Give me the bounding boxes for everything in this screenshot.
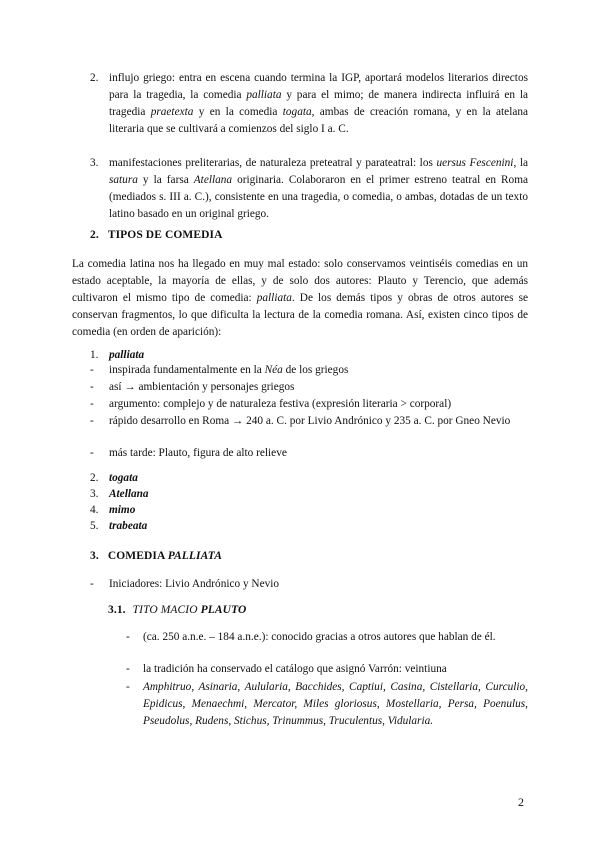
influence-text [90,155,528,223]
section-number: 2. [90,229,99,241]
italic-term: togata [282,106,312,118]
bullet-text: (ca. 250 a.n.e. – 184 a.n.e.): conocido gracias a otros autores que hablan de él. [143,631,496,643]
list-number: 1. [90,349,99,361]
influence-item [90,70,528,138]
bullet-marker: - [126,663,130,675]
list-number: 3. [90,157,99,169]
bullet-marker: - [126,631,130,643]
plays-list: Amphitruo, Asinaria, Aulularia, Bacchides, Captiui, Casina, Cistellaria, Curculio, Epidicus, Menaechmi, Mercator, Miles gloriosus, Mostellaria, Persa, Poenulus, Pseudolus, Rudens, Stichus, Trinummus, Truculentus, Vidularia. [143,681,528,727]
comedy-type-name: mimo [109,504,136,516]
subsection-heading [108,602,246,619]
section-heading [90,227,223,244]
list-number: 2. [90,472,99,484]
page-number: 2 [518,795,524,809]
influence-text [90,70,528,138]
italic-term: satura [109,174,138,186]
list-number: 5. [90,520,99,532]
bullet-text: argumento: complejo y de naturaleza festiva (expresión literaria > corporal) [109,398,452,410]
italic-term: Néa [264,364,283,376]
comedy-type-name: Atellana [109,488,149,500]
bullet-marker: - [90,447,94,459]
section-number: 3. [90,550,99,562]
bullet-text: rápido desarrollo en Roma → 240 a. C. por Livio Andrónico y 235 a. C. por Gneo Nevio [109,415,511,427]
italic-term: Atellana [193,174,233,186]
influence-item [90,155,528,223]
italic-term: praetexta [150,106,194,118]
subsection-name-bold: PLAUTO [200,604,247,616]
section-title-italic: PALLIATA [167,550,222,562]
section-paragraph [72,256,528,341]
list-number: 3. [90,488,99,500]
influence-text-span: manifestaciones preliterarias, de naturaleza preteatral y parateatral: los uersus Fescenini, la satura y la farsa Atellana originaria. Colaboraron en el primer estreno teatral en Roma (mediados s. III a. C.), consistente en una tragedia, o comedia, o ambas, dotadas de un texto latino basado en un original griego. [109,157,528,220]
bullet-marker: - [90,398,94,410]
bullet-marker: - [90,381,94,393]
italic-term: uersus Fescenini [436,157,514,169]
section-title: COMEDIA [107,550,165,562]
subsection-number: 3.1. [108,604,126,616]
section-title: TIPOS DE COMEDIA [107,229,223,241]
subsection-name: TITO MACIO [132,604,198,616]
comedy-type-name: togata [109,472,138,484]
comedy-type-name: trabeata [109,520,148,532]
bullet-marker: - [90,578,94,590]
list-number: 4. [90,504,99,516]
influence-text-span: influjo griego: entra en escena cuando termina la IGP, aportará modelos literarios directos para la tragedia, la comedia palliata y para el mimo; de manera indirecta influirá en la tragedia praetexta y en la comedia togata, ambas de creación romana, y en la atelana literaria que se cultivará a comienzos del siglo I a. C. [109,72,529,135]
bullet-text: la tradición ha conservado el catálogo que asignó Varrón: veintiuna [143,663,447,675]
section-heading [90,548,222,565]
comedy-type-name: palliata [109,349,145,361]
bullet-marker: - [90,364,94,376]
bullet-text: así → ambientación y personajes griegos [109,381,295,393]
bullet-marker: - [90,415,94,427]
bullet-text: Iniciadores: Livio Andrónico y Nevio [109,578,280,590]
italic-term: palliata [246,89,282,101]
list-number: 2. [90,72,99,84]
bullet-text: más tarde: Plauto, figura de alto relieve [109,447,287,459]
bullet-text: inspirada fundamentalmente en la Néa de los griegos [109,364,349,376]
paragraph-text: La comedia latina nos ha llegado en muy mal estado: solo conservamos veintiséis comedias en un estado aceptable, la mayoría de ellas, y de solo dos autores: Plauto y Terencio, que además cultivaron el mismo tipo de comedia: palliata. De los demás tipos y obras de otros autores se conservan fragmentos, lo que dificulta la lectura de la comedia romana. Así, existen cinco tipos de comedia (en orden de aparición): [72,258,528,338]
italic-term: palliata [256,292,292,304]
bullet-marker: - [126,681,130,693]
